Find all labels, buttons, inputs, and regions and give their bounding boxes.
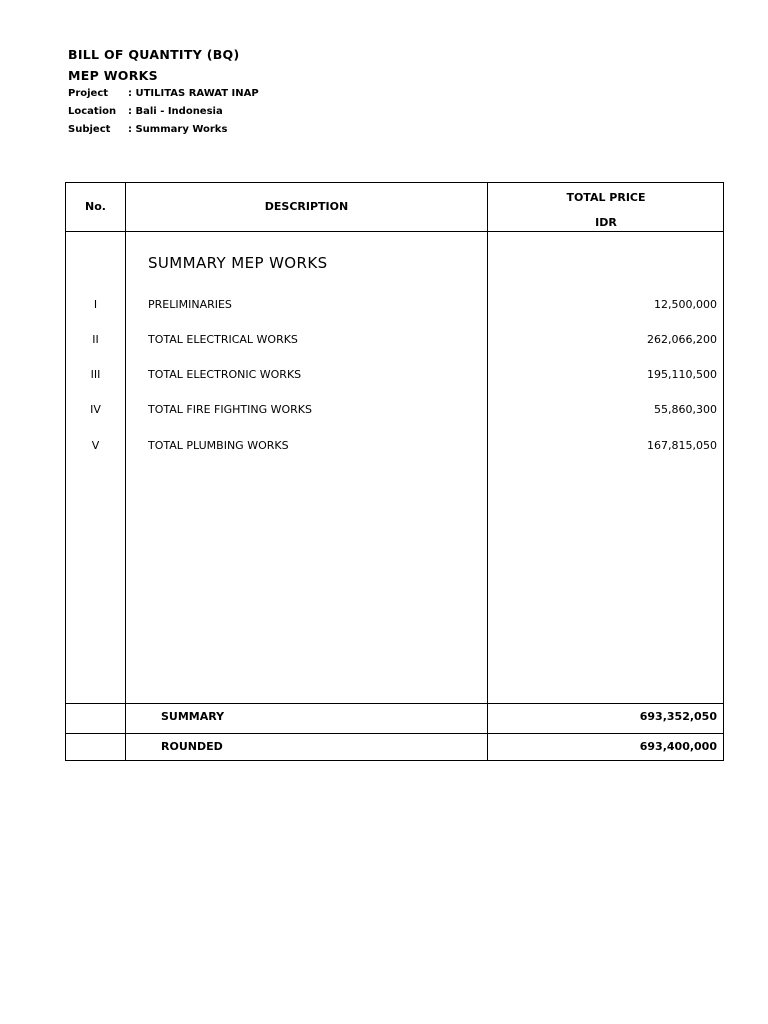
meta-subject-value: : Summary Works [128, 124, 228, 135]
row-description: TOTAL FIRE FIGHTING WORKS [148, 403, 313, 416]
rounded-label: ROUNDED [161, 740, 223, 753]
column-divider-price [487, 183, 488, 760]
column-header-total-price: TOTAL PRICE [566, 191, 646, 204]
section-title: SUMMARY MEP WORKS [148, 254, 328, 272]
row-number: IV [90, 403, 101, 416]
table-row [66, 403, 723, 419]
summary-label: SUMMARY [161, 710, 225, 723]
meta-project-label: Project [68, 88, 109, 99]
meta-subject-label: Subject [68, 124, 111, 135]
boq-summary-table [65, 182, 724, 761]
table-row [66, 368, 723, 384]
meta-project-value: : UTILITAS RAWAT INAP [128, 88, 259, 99]
rounded-divider [66, 733, 723, 734]
row-description: PRELIMINARIES [148, 298, 232, 311]
meta-project [68, 88, 259, 99]
column-header-description: DESCRIPTION [264, 200, 349, 213]
meta-location-value: : Bali - Indonesia [128, 106, 223, 117]
column-header-no: No. [85, 200, 106, 213]
summary-divider [66, 703, 723, 704]
table-row [66, 439, 723, 455]
summary-row [66, 710, 723, 726]
meta-location [68, 106, 223, 117]
row-description: TOTAL ELECTRICAL WORKS [148, 333, 298, 346]
row-number: III [90, 368, 101, 381]
row-price: 195,110,500 [647, 368, 717, 381]
row-number: I [93, 298, 98, 311]
rounded-value: 693,400,000 [639, 740, 717, 753]
header-divider [66, 231, 723, 232]
column-divider-no [125, 183, 126, 760]
document-subtitle: MEP WORKS [68, 68, 158, 83]
table-row [66, 298, 723, 314]
document-title: BILL OF QUANTITY (BQ) [68, 47, 240, 62]
row-price: 262,066,200 [647, 333, 717, 346]
summary-value: 693,352,050 [639, 710, 717, 723]
row-price: 55,860,300 [654, 403, 717, 416]
column-header-currency: IDR [595, 216, 617, 229]
row-price: 12,500,000 [654, 298, 717, 311]
row-price: 167,815,050 [647, 439, 717, 452]
meta-location-label: Location [68, 106, 117, 117]
table-row [66, 333, 723, 349]
row-number: V [91, 439, 100, 452]
rounded-row [66, 740, 723, 756]
meta-subject [68, 124, 227, 135]
row-description: TOTAL ELECTRONIC WORKS [148, 368, 302, 381]
row-description: TOTAL PLUMBING WORKS [148, 439, 289, 452]
row-number: II [92, 333, 99, 346]
